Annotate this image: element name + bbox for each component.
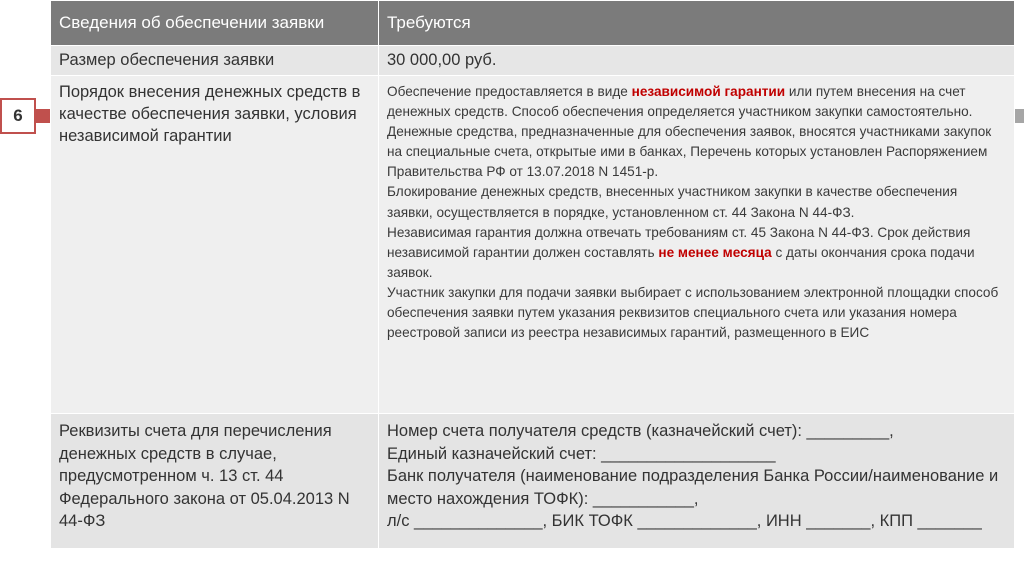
highlight-min-month: не менее месяца <box>658 244 772 260</box>
accent-bar-left <box>36 109 50 123</box>
policy-text: Обеспечение предоставляется в виде <box>387 84 632 99</box>
header-col2: Требуются <box>379 1 1015 46</box>
table-header-row <box>51 1 1015 46</box>
policy-text: с даты окончания срока подачи заявок. <box>387 244 975 280</box>
deposit-procedure-label: Порядок внесения денежных средств в качестве обеспечения заявки, условия независимой гарантии <box>51 76 379 414</box>
account-details-fields <box>379 414 1015 549</box>
security-amount-value: 30 000,00 руб. <box>379 46 1015 76</box>
policy-paragraph: Участник закупки для подачи заявки выбирает с использованием электронной площадки способ обеспечения заявки путем указания реквизитов специального счета или указания номера реестровой записи из реестра независимых гарантий, размещенного в ЕИС <box>387 284 999 341</box>
deposit-procedure-text <box>379 76 1015 414</box>
policy-paragraph: Денежные средства, предназначенные для обеспечения заявок, вносятся участниками закупок на специальные счета, открытые ими в банках, Перечень которых установлен Распоряжением Правительства РФ от 13.07.2018 N 1451-р. <box>387 124 992 180</box>
policy-text: или путем внесения на счет денежных средств. Способ обеспечения определяется участником закупки самостоятельно. <box>387 84 973 120</box>
account-details-label: Реквизиты счета для перечисления денежных средств в случае, предусмотренном ч. 13 ст. 44 Федерального закона от 05.04.2013 N 44-ФЗ <box>51 414 379 549</box>
security-amount-label: Размер обеспечения заявки <box>51 46 379 76</box>
codes-line: л/с ______________, БИК ТОФК _____________, ИНН _______, КПП _______ <box>387 512 982 530</box>
table-row <box>51 46 1015 76</box>
policy-paragraph: Блокирование денежных средств, внесенных участником закупки в качестве обеспечения заявки, осуществляется в порядке, установленном ст. 44 Закона N 44-ФЗ. <box>387 184 958 220</box>
single-treasury-account-line: Единый казначейский счет: ___________________ <box>387 444 776 463</box>
recipient-bank-line: Банк получателя (наименование подразделения Банка России/наименование и место нахождения ТОФК): ___________, <box>387 467 999 508</box>
table-row <box>51 76 1015 414</box>
header-col1: Сведения об обеспечении заявки <box>51 1 379 46</box>
treasury-account-line: Номер счета получателя средств (казначейский счет): _________, <box>387 422 894 440</box>
policy-paragraph <box>387 82 1006 122</box>
highlight-independent-guarantee: независимой гарантии <box>631 84 786 99</box>
policy-paragraph <box>387 223 1006 283</box>
bid-security-table <box>50 0 1015 549</box>
policy-text: Независимая гарантия должна отвечать требованиям ст. 45 Закона N 44-ФЗ. Срок действия независимой гарантии должен составлять <box>387 224 971 260</box>
slide-number-badge: 6 <box>0 98 36 134</box>
table-row <box>51 414 1015 549</box>
